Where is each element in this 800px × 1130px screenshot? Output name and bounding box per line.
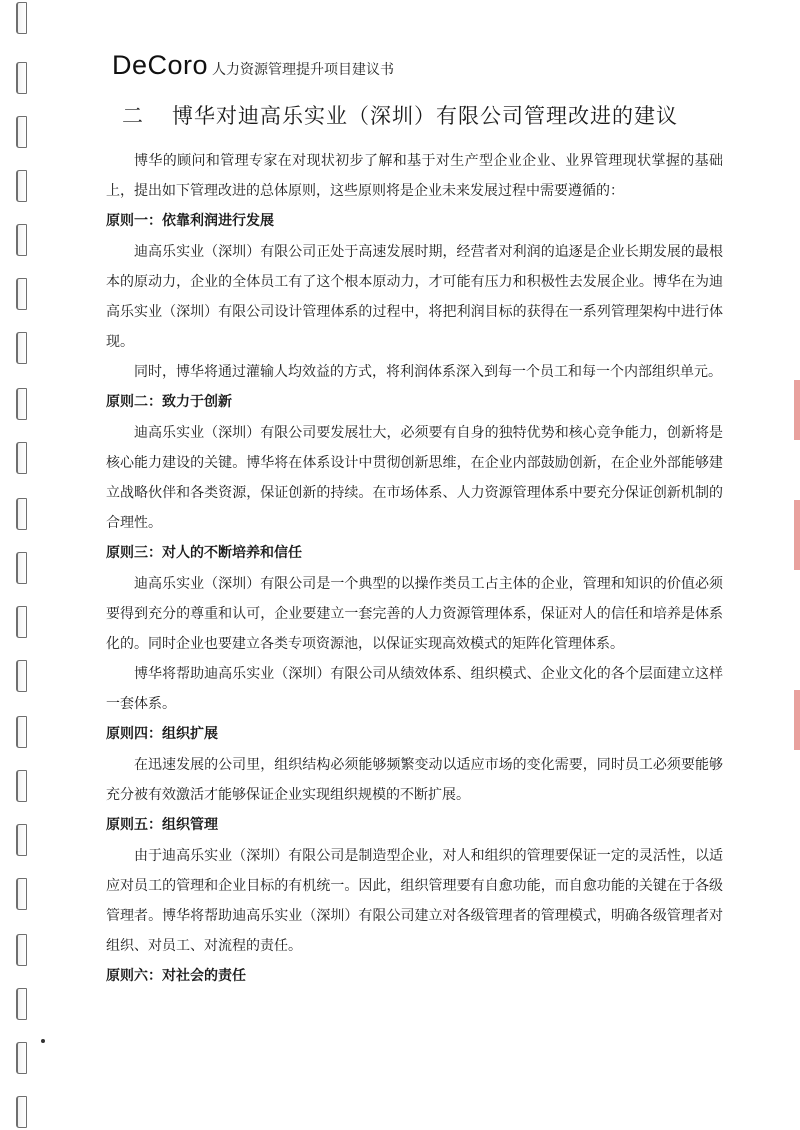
binder-ring [16, 934, 27, 966]
principle-heading: 原则五：组织管理 [106, 817, 218, 833]
section-number: 二 [122, 104, 144, 128]
binder-ring [16, 442, 27, 474]
principle-heading: 原则二：致力于创新 [106, 394, 232, 410]
binder-ring [16, 278, 27, 310]
binder-ring [16, 62, 27, 94]
body-paragraph: 迪高乐实业（深圳）有限公司是一个典型的以操作类员工占主体的企业，管理和知识的价值必须要得到充分的尊重和认可，企业要建立一套完善的人力资源管理体系，保证对人的信任和培养是体系化的。同时企业也要建立各类专项资源池，以保证实现高效模式的矩阵化管理体系。 [106, 576, 723, 652]
binder-ring [16, 332, 27, 364]
principle-heading: 原则一：依靠利润进行发展 [106, 213, 274, 229]
binder-ring [16, 224, 27, 256]
binder-ring [16, 660, 27, 692]
section-title-text: 博华对迪高乐实业（深圳）有限公司管理改进的建议 [172, 104, 678, 128]
binder-ring [16, 770, 27, 802]
body-paragraph: 迪高乐实业（深圳）有限公司正处于高速发展时期，经营者对利润的追逐是企业长期发展的最根本的原动力，企业的全体员工有了这个根本原动力，才可能有压力和积极性去发展企业。博华在为迪高乐实业（深圳）有限公司设计管理体系的过程中，将把利润目标的获得在一系列管理架构中进行体现。 [106, 244, 723, 350]
brand-logo: DeCoro [112, 50, 209, 80]
binder-ring [16, 1042, 27, 1074]
binder-rings [0, 0, 40, 1130]
page-header [112, 50, 394, 81]
body-paragraph: 由于迪高乐实业（深圳）有限公司是制造型企业，对人和组织的管理要保证一定的灵活性，以适应对员工的管理和企业目标的有机统一。因此，组织管理要有自愈功能，而自愈功能的关键在于各级管理者。博华将帮助迪高乐实业（深圳）有限公司建立对各级管理者的管理模式，明确各级管理者对组织、对员工、对流程的责任。 [106, 848, 723, 954]
edge-mark [794, 690, 800, 750]
principle-heading: 原则四：组织扩展 [106, 726, 218, 742]
body-paragraph: 同时，博华将通过灌输人均效益的方式，将利润体系深入到每一个员工和每一个内部组织单元。 [134, 364, 722, 380]
binder-ring [16, 988, 27, 1020]
binder-ring [16, 552, 27, 584]
binder-ring [16, 388, 27, 420]
binder-ring [16, 1096, 27, 1128]
body-paragraph: 迪高乐实业（深圳）有限公司要发展壮大，必须要有自身的独特优势和核心竞争能力，创新将是核心能力建设的关键。博华将在体系设计中贯彻创新思维，在企业内部鼓励创新，在企业外部能够建立战略伙伴和各类资源，保证创新的持续。在市场体系、人力资源管理体系中要充分保证创新机制的合理性。 [106, 425, 723, 531]
binder-ring [16, 606, 27, 638]
principle-heading: 原则六：对社会的责任 [106, 968, 246, 984]
binder-ring [16, 824, 27, 856]
binder-ring [16, 170, 27, 202]
intro-paragraph: 博华的顾问和管理专家在对现状初步了解和基于对生产型企业企业、业界管理现状掌握的基础上，提出如下管理改进的总体原则，这些原则将是企业未来发展过程中需要遵循的： [106, 153, 723, 199]
binder-ring [16, 878, 27, 910]
edge-mark [794, 500, 800, 570]
scan-speck [41, 1039, 45, 1043]
body-paragraph: 在迅速发展的公司里，组织结构必须能够频繁变动以适应市场的变化需要，同时员工必须要能够充分被有效激活才能够保证企业实现组织规模的不断扩展。 [106, 757, 723, 803]
principle-heading: 原则三：对人的不断培养和信任 [106, 545, 302, 561]
binder-ring [16, 2, 27, 34]
binder-ring [16, 716, 27, 748]
document-title: 人力资源管理提升项目建议书 [212, 62, 395, 78]
section-title [0, 100, 800, 130]
body-paragraph: 博华将帮助迪高乐实业（深圳）有限公司从绩效体系、组织模式、企业文化的各个层面建立这样一套体系。 [106, 666, 723, 712]
document-body [106, 146, 723, 992]
edge-mark [794, 380, 800, 440]
binder-ring [16, 498, 27, 530]
